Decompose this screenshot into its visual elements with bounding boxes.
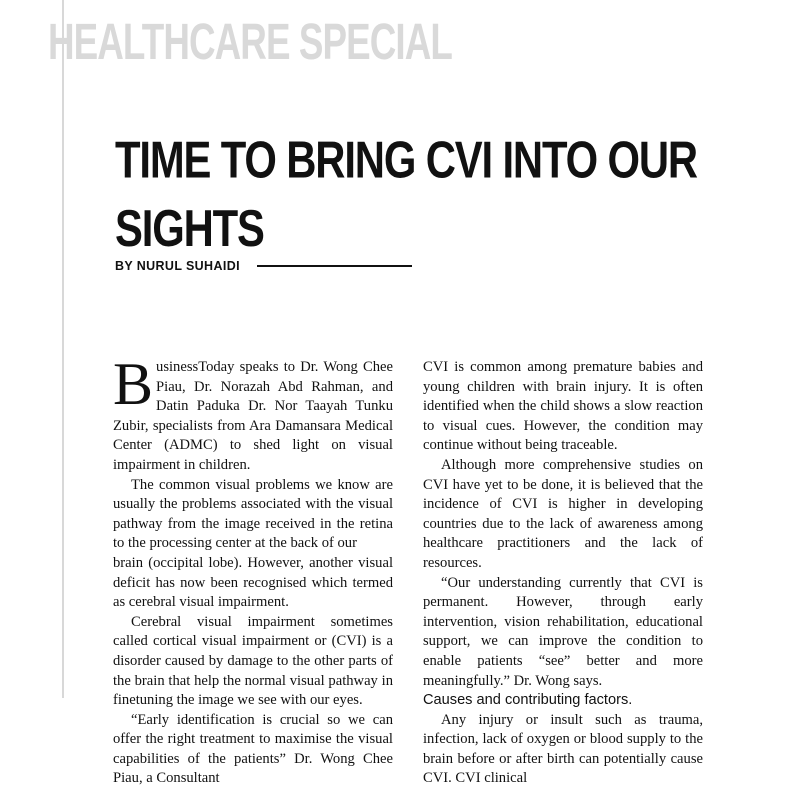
paragraph: Cerebral visual impairment sometimes called cortical visual impairment or (CVI) is a disorder caused by damage to the other parts of the brain that help the normal visual pathway in finetuning the image we see with our eyes. [113,613,393,709]
byline-divider [257,265,412,267]
page-title: TIME TO BRING CVI INTO OUR SIGHTS [115,132,697,259]
drop-cap: B [113,351,154,417]
byline-author: BY NURUL SUHAIDI [115,258,240,273]
paragraph: CVI is common among premature babies and young children with brain injury. It is often identified when the child shows a slow reaction to visual cues. However, the condition may continue without being traceable. [423,359,703,454]
paragraph [113,351,393,476]
paragraph: brain (occipital lobe). However, another visual deficit has now been recognised which termed as cerebral visual impairment. [113,554,393,611]
section-kicker: HEALTHCARE SPECIAL [48,14,452,71]
paragraph: Any injury or insult such as trauma, infection, lack of oxygen or blood supply to the brain before or after birth can potentially cause CVI. CVI clinical [423,711,703,787]
column-left [113,351,393,789]
paragraph: “Our understanding currently that CVI is permanent. However, through early intervention, vision rehabilitation, educational support, we can improve the condition to enable patients “see” better and more meaningfully.” Dr. Wong says. [423,574,703,689]
left-margin-rule [62,0,64,698]
section-subheading: Causes and contributing factors. [423,692,633,709]
article-body [113,351,703,789]
paragraph: “Early identification is crucial so we can offer the right treatment to maximise the visual capabilities of the patients” Dr. Wong Chee Piau, a Consultant [113,711,393,787]
paragraph-text: usinessToday speaks to Dr. Wong Chee Piau, Dr. Norazah Abd Rahman, and Datin Paduka Dr. Nor Taayah Tunku Zubir, specialists from Ara Damansara Medical Center (ADMC) to shed light on visual impairment in children. [113,359,393,473]
paragraph: Although more comprehensive studies on CVI have yet to be done, it is believed that the incidence of CVI is higher in developing countries due to the lack of awareness among healthcare practitioners and the lack of resources. [423,456,703,571]
byline-block [115,258,615,273]
column-right [423,358,703,789]
paragraph: The common visual problems we know are usually the problems associated with the visual pathway from the image received in the retina to the processing center at the back of our [113,476,393,552]
